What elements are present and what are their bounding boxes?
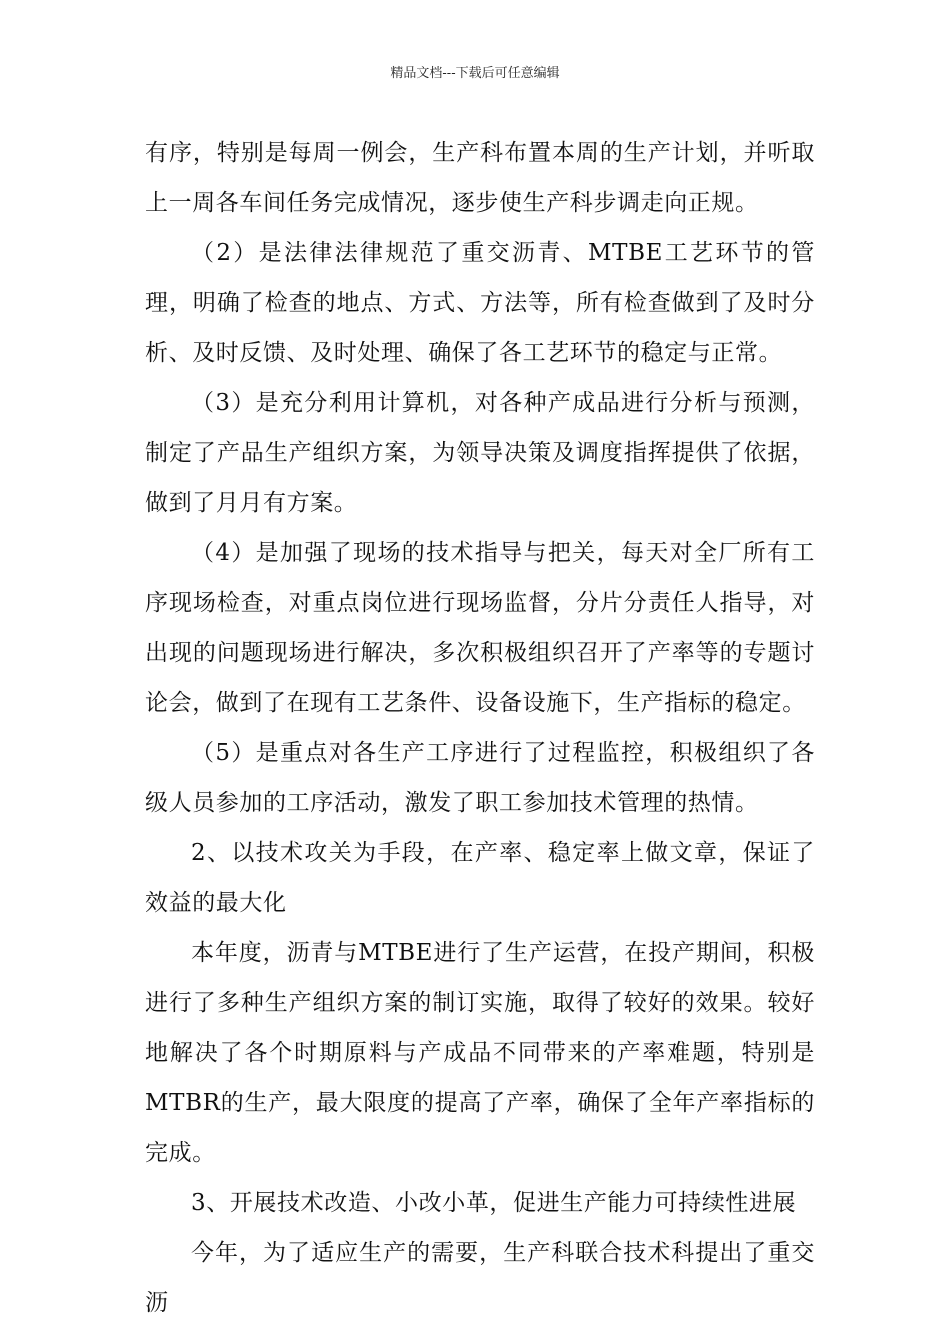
paragraph-annual-summary: 本年度，沥青与MTBE进行了生产运营，在投产期间，积极进行了多种生产组织方案的制订实施，取得了较好的效果。较好地解决了各个时期原料与产成品不同带来的产率难题，特别是MTBR的生产，最大限度的提高了产率，确保了全年产率指标的完成。 <box>145 940 815 1166</box>
paragraph-this-year: 今年，为了适应生产的需要，生产科联合技术科提出了重交沥 <box>145 1240 815 1316</box>
document-body <box>145 128 815 1328</box>
section-heading-2: 2、以技术攻关为手段，在产率、稳定率上做文章，保证了效益的最大化 <box>145 840 815 916</box>
paragraph-item-4: （4）是加强了现场的技术指导与把关，每天对全厂所有工序现场检查，对重点岗位进行现场监督，分片分责任人指导，对出现的问题现场进行解决，多次积极组织召开了产率等的专题讨论会，做到了在现有工艺条件、设备设施下，生产指标的稳定。 <box>145 540 815 716</box>
paragraph-continuation: 有序，特别是每周一例会，生产科布置本周的生产计划，并听取上一周各车间任务完成情况，逐步使生产科步调走向正规。 <box>145 140 815 216</box>
paragraph-item-3: （3）是充分利用计算机，对各种产成品进行分析与预测，制定了产品生产组织方案，为领导决策及调度指挥提供了依据，做到了月月有方案。 <box>145 390 815 516</box>
page-header: 精品文档---下载后可任意编辑 <box>390 66 560 81</box>
section-heading-3: 3、开展技术改造、小改小革，促进生产能力可持续性进展 <box>191 1190 797 1216</box>
paragraph-item-2: （2）是法律法律规范了重交沥青、MTBE工艺环节的管理，明确了检查的地点、方式、方法等，所有检查做到了及时分析、及时反馈、及时处理、确保了各工艺环节的稳定与正常。 <box>145 240 815 366</box>
paragraph-item-5: （5）是重点对各生产工序进行了过程监控，积极组织了各级人员参加的工序活动，激发了职工参加技术管理的热情。 <box>145 740 815 816</box>
